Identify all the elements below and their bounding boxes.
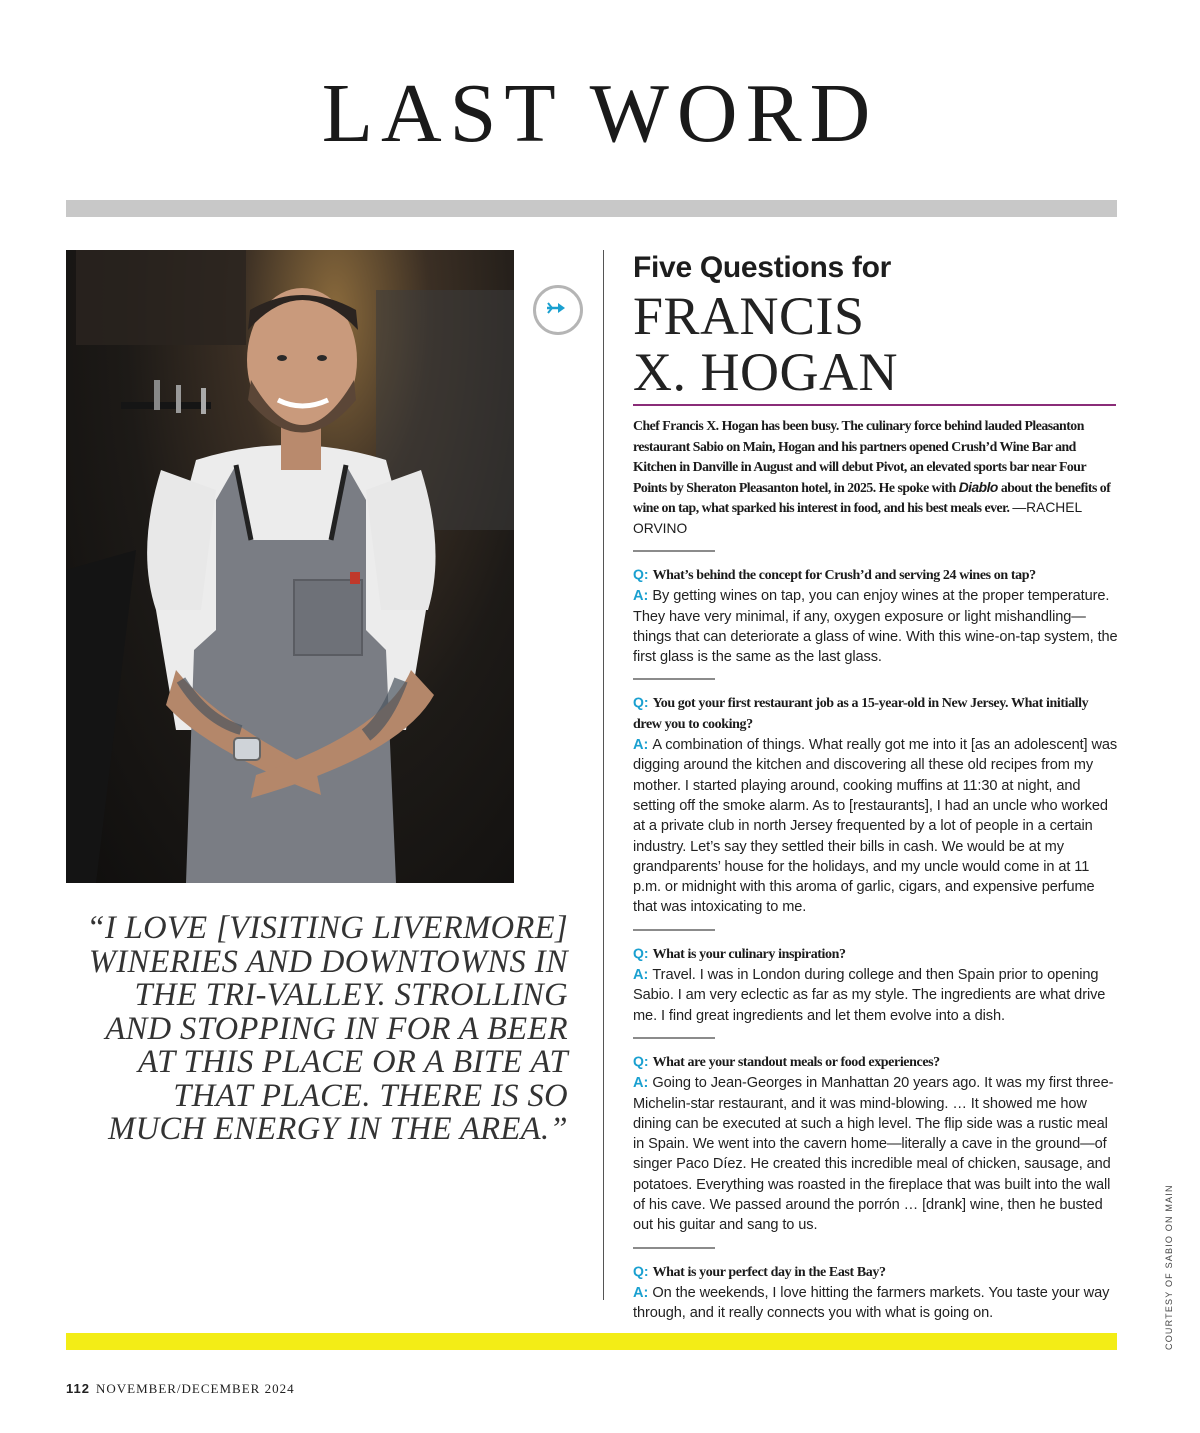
arrow-right-icon: [546, 302, 568, 314]
a-label: A:: [633, 588, 649, 605]
publication-name: Diablo: [958, 479, 998, 495]
headline-line-2: X. HOGAN: [633, 342, 898, 402]
q-label: Q:: [633, 694, 649, 711]
question-5: [633, 1261, 1118, 1283]
page-number: 112: [66, 1381, 90, 1396]
byline: —RACHEL ORVINO: [633, 500, 1082, 536]
qa-divider: [633, 1037, 715, 1039]
answer-5: [633, 1283, 1118, 1324]
issue-date: NOVEMBER/DECEMBER 2024: [95, 1381, 295, 1396]
headline-line-1: FRANCIS: [633, 286, 865, 346]
qa-divider: [633, 678, 715, 680]
continued-badge: [533, 285, 583, 335]
qa-divider: [633, 1247, 715, 1249]
a-label: A:: [633, 967, 649, 984]
photo-credit: COURTESY OF SABIO ON MAIN: [1164, 1184, 1174, 1350]
intro-text-end: about the benefits of wine on tap, what sparked his interest in food, and his best meals ever.: [633, 479, 1111, 515]
answer-3: [633, 965, 1118, 1026]
a-label: A:: [633, 737, 649, 754]
answer-4: [633, 1073, 1118, 1235]
answer-text: On the weekends, I love hitting the farmers markets. You taste your way through, and it really connects you with what is going on.: [633, 1284, 1110, 1322]
question-text: What are your standout meals or food experiences?: [652, 1054, 940, 1070]
a-label: A:: [633, 1075, 649, 1092]
headline-rule: [633, 404, 1116, 406]
answer-text: Travel. I was in London during college and then Spain prior to opening Sabio. I am very eclectic as far as my style. The ingredients are what drive me. I find great ingredients and let them evolve into a dish.: [633, 967, 1106, 1024]
question-text: What’s behind the concept for Crush’d and serving 24 wines on tap?: [652, 568, 1036, 583]
a-label: A:: [633, 1284, 649, 1301]
answer-text: By getting wines on tap, you can enjoy wines at the proper temperature. They have very minimal, if any, oxygen exposure or light mishandling—things that can deteriorate a glass of wine. With this wine-on-tap system, the first glass is the same as the last glass.: [633, 588, 1118, 666]
answer-text: Going to Jean-Georges in Manhattan 20 years ago. It was my first three-Michelin-star restaurant, and it was mind-blowing. … It showed me how dining can be executed at such a high level. The flip side was a rustic meal in Spain. We went into the cavern home—literally a cave in the ground—of singer Paco Díez. He created this incredible meal of chicken, sausage, and potatoes. Everything was roasted in the fireplace that was built into the wall of his cave. We passed around the porrón … [drank] wine, then he busted out his guitar and sang to us.: [633, 1075, 1114, 1234]
article-headline: [633, 288, 1118, 400]
intro-text: Chef Francis X. Hogan has been busy. The culinary force behind lauded Pleasanton restaurant Sabio on Main, Hogan and his partners opened Crush’d Wine Bar and Kitchen in Danville in August and will debut Pivot, an elevated sports bar near Four Points by Sheraton Pleasanton hotel, in 2025. He spoke with: [633, 418, 1086, 495]
qa-divider: [633, 550, 715, 552]
pull-quote: “I LOVE [VISITING LIVERMORE] WINERIES AND DOWNTOWNS IN THE TRI-VALLEY. STROLLING AND STOPPING IN FOR A BEER AT THIS PLACE OR A BITE AT THAT PLACE. THERE IS SO MUCH ENERGY IN THE AREA.”: [86, 910, 568, 1147]
question-3: [633, 943, 1118, 965]
article-column: [633, 250, 1118, 1324]
qa-divider: [633, 929, 715, 931]
page-title: LAST WORD: [321, 67, 879, 160]
column-divider: [603, 250, 604, 1300]
question-text: What is your culinary inspiration?: [652, 946, 846, 962]
header-divider-bar: [66, 200, 1117, 217]
question-1: [633, 564, 1118, 586]
chef-portrait-photo: [66, 250, 514, 883]
article-kicker: Five Questions for: [633, 251, 891, 284]
q-label: Q:: [633, 1052, 649, 1069]
q-label: Q:: [633, 944, 649, 961]
answer-2: [633, 735, 1118, 918]
page-folio: [66, 1381, 295, 1397]
question-2: [633, 692, 1118, 735]
q-label: Q:: [633, 566, 649, 582]
footer-bar: [66, 1333, 1117, 1350]
question-4: [633, 1051, 1118, 1073]
answer-text: A combination of things. What really got me into it [as an adolescent] was digging around the kitchen and discovering all these old recipes from my mother. I started playing around, cooking muffins at 11:30 at night, and setting off the smoke alarm. As to [restaurants], I had an uncle who worked at a private club in north Jersey frequented by a lot of people in a certain industry. Let’s say they settled their bills in cash. We would be at my grandparents’ house for the holidays, and my uncle would come in at 11 p.m. or midnight with this aroma of garlic, cigars, and expensive perfume that was intoxicating to me.: [633, 737, 1118, 916]
q-label: Q:: [633, 1262, 649, 1279]
question-text: You got your first restaurant job as a 15-year-old in New Jersey. What initially drew you to cooking?: [633, 696, 1089, 732]
article-intro: [633, 416, 1118, 539]
answer-1: [633, 586, 1118, 667]
question-text: What is your perfect day in the East Bay?: [652, 1264, 886, 1280]
